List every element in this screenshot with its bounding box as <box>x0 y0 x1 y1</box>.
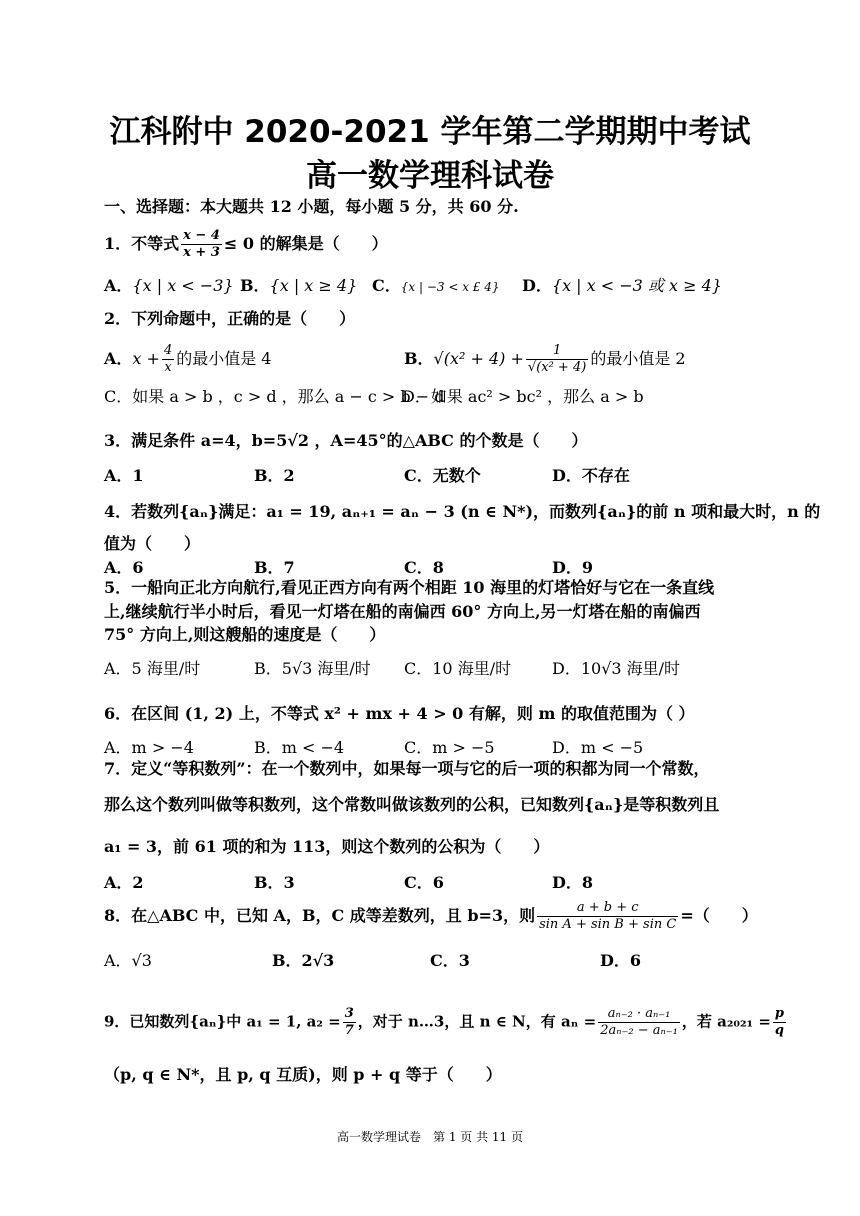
question-9-line-2: （p, q ∈ N*，且 p, q 互质)，则 p + q 等于（ ） <box>104 1065 502 1084</box>
q1-den: x + 3 <box>183 245 220 260</box>
exam-title: 江科附中 2020-2021 学年第二学期期中考试 <box>109 114 751 150</box>
question-1-stem <box>104 228 388 261</box>
q9-f1-den: 7 <box>344 1023 354 1038</box>
q2-option-b[interactable] <box>404 343 686 376</box>
q6-option-d[interactable]: D．m < −5 <box>552 738 644 757</box>
q4-option-c[interactable]: C．8 <box>404 558 444 577</box>
q6-option-b[interactable]: B．m < −4 <box>254 738 345 757</box>
q1-option-a[interactable] <box>104 275 234 297</box>
q4-option-a[interactable]: A．6 <box>104 558 144 577</box>
q1-b-label: B． <box>240 276 270 295</box>
q2-b-fraction <box>526 343 588 376</box>
q2-a-den: x <box>162 359 174 376</box>
question-2-stem: 2．下列命题中，正确的是（ ） <box>104 309 356 328</box>
q3-option-a[interactable]: A．1 <box>104 466 144 485</box>
q3-option-b[interactable]: B．2 <box>254 466 295 485</box>
section-heading: 一、选择题：本大题共 12 小题，每小题 5 分，共 60 分. <box>104 197 519 216</box>
page-footer: 高一数学理试卷 第 1 页 共 11 页 <box>337 1130 523 1144</box>
q9-f3-den: q <box>774 1023 784 1038</box>
q1-option-d[interactable] <box>522 275 722 297</box>
q9-fraction-2 <box>598 1006 680 1039</box>
question-5-line-2: 上,继续航行半小时后，看见一灯塔在船的南偏西 60° 方向上,另一灯塔在船的南偏西 <box>104 602 701 621</box>
question-7-line-2: 那么这个数列叫做等积数列，这个常数叫做该数列的公积，已知数列{aₙ}是等积数列且 <box>104 795 720 814</box>
q2-a-tail: 的最小值是 4 <box>176 349 272 368</box>
q2-b-den: √(x² + 4) <box>527 360 587 375</box>
q9-stem-c: ，若 a₂₀₂₁ = <box>681 1012 771 1031</box>
q7-option-a[interactable]: A．2 <box>104 873 144 892</box>
q2-a-num: 4 <box>163 343 173 358</box>
q1-num: x − 4 <box>183 228 220 243</box>
q9-f1-num: 3 <box>344 1006 354 1021</box>
question-9-stem <box>104 1006 788 1039</box>
q8-option-a[interactable]: A．√3 <box>104 951 152 970</box>
q8-option-d[interactable]: D．6 <box>600 951 642 970</box>
question-4-stem-2: 值为（ ） <box>104 534 201 553</box>
q2-option-c[interactable]: C．如果 a > b ，c > d ，那么 a − c > b − d <box>104 387 445 406</box>
q1-a-label: A． <box>104 276 133 295</box>
q9-f2-den: 2aₙ₋₂ − aₙ₋₁ <box>600 1023 678 1038</box>
q2-b-tail: 的最小值是 2 <box>590 349 686 368</box>
q5-option-c[interactable]: C．10 海里/时 <box>404 659 512 678</box>
q2-option-a[interactable] <box>104 343 272 376</box>
q8-fraction <box>537 900 678 933</box>
q4-option-d[interactable]: D．9 <box>552 558 594 577</box>
question-5-line-3: 75° 方向上,则这艘船的速度是（ ） <box>104 625 386 644</box>
q1-stem-b: ≤ 0 的解集是（ ） <box>223 234 388 253</box>
q9-f3-num: p <box>774 1006 784 1021</box>
q2-a-expr: x + <box>132 349 160 368</box>
q8-option-b[interactable]: B．2√3 <box>272 951 335 970</box>
q5-option-b[interactable]: B．5√3 海里/时 <box>254 659 371 678</box>
q9-stem-a: 9．已知数列{aₙ}中 a₁ = 1, a₂ = <box>104 1012 341 1031</box>
question-7-line-3: a₁ = 3，前 61 项的和为 113，则这个数列的公积为（ ） <box>104 837 550 856</box>
q8-stem-a: 8．在△ABC 中，已知 A，B，C 成等差数列，且 b=3，则 <box>104 906 536 925</box>
q9-f2-num: aₙ₋₂ · aₙ₋₁ <box>607 1006 671 1021</box>
q8-den: sin A + sin B + sin C <box>539 917 677 932</box>
q6-option-a[interactable]: A．m > −4 <box>104 738 194 757</box>
q2-option-d[interactable]: D．如果 ac² > bc² ，那么 a > b <box>402 387 644 406</box>
q1-option-b[interactable] <box>240 275 357 297</box>
q4-option-b[interactable]: B．7 <box>254 558 295 577</box>
q1-d-value: {x | x < −3 或 x ≥ 4} <box>551 276 722 295</box>
q2-b-expr: √(x² + 4) + <box>433 349 524 368</box>
q3-option-c[interactable]: C．无数个 <box>404 466 481 485</box>
q2-b-label: B． <box>404 349 434 368</box>
question-5-line-1: 5．一船向正北方向航行,看见正西方向有两个相距 10 海里的灯塔恰好与它在一条直线 <box>104 578 715 597</box>
q9-fraction-3 <box>773 1006 786 1039</box>
q6-option-c[interactable]: C．m > −5 <box>404 738 495 757</box>
q5-option-a[interactable]: A．5 海里/时 <box>104 659 201 678</box>
q9-stem-b: ，对于 n…3，且 n ∈ N，有 aₙ = <box>357 1012 597 1031</box>
q8-stem-b: =（ ） <box>680 906 758 925</box>
q1-c-label: C． <box>372 276 401 295</box>
q5-option-d[interactable]: D．10√3 海里/时 <box>552 659 681 678</box>
q7-option-d[interactable]: D．8 <box>552 873 594 892</box>
q3-option-d[interactable]: D．不存在 <box>552 466 630 485</box>
q1-a-value: {x | x < −3} <box>132 276 234 295</box>
q1-option-c[interactable] <box>372 275 500 298</box>
question-7-line-1: 7．定义“等积数列”：在一个数列中，如果每一项与它的后一项的积都为同一个常数， <box>104 759 710 778</box>
q2-a-label: A． <box>104 349 133 368</box>
q1-fraction <box>181 228 222 261</box>
q2-a-fraction <box>162 343 174 376</box>
q1-b-value: {x | x ≥ 4} <box>269 276 358 295</box>
exam-subtitle: 高一数学理科试卷 <box>306 158 554 194</box>
q8-option-c[interactable]: C．3 <box>430 951 470 970</box>
q1-stem-a: 1．不等式 <box>104 234 180 253</box>
q1-d-label: D． <box>522 276 552 295</box>
question-3-stem: 3．满足条件 a=4，b=5√2 ，A=45°的△ABC 的个数是（ ） <box>104 431 588 450</box>
q9-fraction-1 <box>343 1006 356 1039</box>
q1-c-value: {x | −3 < x £ 4} <box>400 280 500 294</box>
q7-option-c[interactable]: C．6 <box>404 873 444 892</box>
question-8-stem <box>104 900 758 933</box>
q8-num: a + b + c <box>576 900 639 915</box>
question-4-stem: 4．若数列{aₙ}满足：a₁ = 19, aₙ₊₁ = aₙ − 3 (n ∈ N*)，而数列{aₙ}的前 n 项和最大时，n 的 <box>104 502 821 521</box>
q2-b-num: 1 <box>552 343 562 358</box>
question-6-stem: 6．在区间 (1, 2) 上，不等式 x² + mx + 4 > 0 有解，则 m 的取值范围为（ ） <box>104 704 695 723</box>
q7-option-b[interactable]: B．3 <box>254 873 295 892</box>
